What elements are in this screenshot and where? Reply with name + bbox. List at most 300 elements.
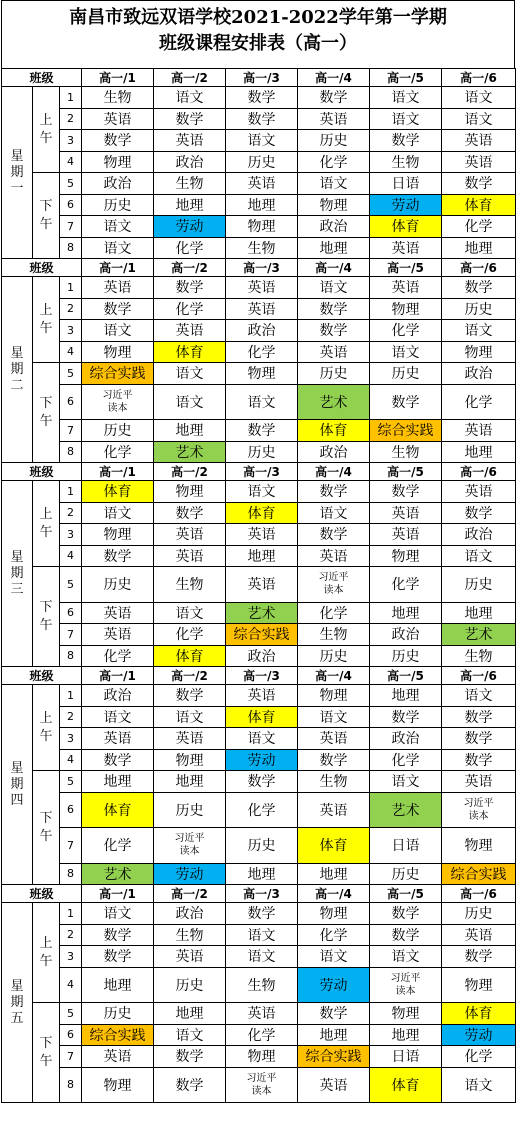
- period-number: 5: [60, 771, 82, 793]
- course-name: 劳动: [175, 866, 204, 883]
- course-cell: [226, 1046, 298, 1068]
- class-header: 高一/5: [370, 69, 442, 87]
- course-name: 语文: [103, 505, 132, 522]
- course-cell: [226, 967, 298, 1003]
- course-name: 数学: [175, 688, 204, 705]
- period-number: 2: [60, 298, 82, 320]
- course-name: 数学: [175, 1049, 204, 1066]
- course-cell: [298, 685, 370, 707]
- class-header-label: 班级: [2, 885, 82, 903]
- half-day-text: 上午: [39, 935, 53, 969]
- course-cell: [298, 441, 370, 463]
- course-name: 化学: [103, 648, 132, 665]
- course-name: 语文: [247, 133, 276, 150]
- course-name: 政治: [175, 154, 204, 171]
- afternoon-label: [33, 363, 60, 463]
- course-cell: [442, 173, 516, 195]
- course-name: 数学: [319, 1006, 348, 1023]
- period-row: [2, 1067, 516, 1103]
- course-cell: [154, 363, 226, 385]
- course-cell: [82, 341, 154, 363]
- course-cell: [82, 1003, 154, 1025]
- course-name: 英语: [175, 323, 204, 340]
- course-cell: [154, 277, 226, 299]
- course-cell: [82, 863, 154, 885]
- course-name: 语文: [391, 111, 420, 128]
- course-cell: [442, 863, 516, 885]
- period-number: 1: [60, 87, 82, 109]
- course-cell: [82, 602, 154, 624]
- course-name: 数学: [319, 90, 348, 107]
- course-cell: [226, 194, 298, 216]
- course-cell: [154, 237, 226, 259]
- course-name: 英语: [319, 111, 348, 128]
- course-name: 化学: [103, 838, 132, 855]
- course-name: 体育: [175, 648, 204, 665]
- class-header: 高一/6: [442, 463, 516, 481]
- course-name: 历史: [319, 133, 348, 150]
- course-cell: [370, 341, 442, 363]
- course-name: 英语: [247, 1006, 276, 1023]
- course-name: 数学: [175, 280, 204, 297]
- course-cell: [370, 946, 442, 968]
- course-cell: [82, 1046, 154, 1068]
- course-name: 体育: [391, 1077, 420, 1094]
- course-name: 物理: [391, 548, 420, 565]
- course-name: 物理: [319, 197, 348, 214]
- course-cell: [370, 320, 442, 342]
- course-cell: [442, 237, 516, 259]
- period-number: 1: [60, 277, 82, 299]
- course-cell: [154, 420, 226, 442]
- course-cell: [442, 1067, 516, 1103]
- course-name: 体育: [464, 1006, 493, 1023]
- school-title: 南昌市致远双语学校2021-2022学年第一学期: [69, 7, 447, 28]
- course-cell: [298, 420, 370, 442]
- afternoon-label: [33, 771, 60, 885]
- period-number: 5: [60, 363, 82, 385]
- course-cell: [154, 130, 226, 152]
- course-cell: [154, 706, 226, 728]
- course-cell: [370, 645, 442, 667]
- class-header-label: 班级: [2, 69, 82, 87]
- class-header: 高一/3: [226, 259, 298, 277]
- course-name: 英语: [391, 527, 420, 544]
- course-cell: [370, 624, 442, 646]
- course-cell: [442, 924, 516, 946]
- course-name: 历史: [247, 154, 276, 171]
- course-cell: [370, 237, 442, 259]
- period-row: [2, 87, 516, 109]
- course-name: 英语: [319, 548, 348, 565]
- course-name: 语文: [247, 484, 276, 501]
- period-number: 4: [60, 749, 82, 771]
- afternoon-label: [33, 173, 60, 259]
- header-row: [2, 259, 516, 277]
- course-name: 数学: [319, 301, 348, 318]
- course-name: 英语: [391, 240, 420, 257]
- period-row: [2, 277, 516, 299]
- period-row: [2, 828, 516, 864]
- class-header-label: 班级: [2, 463, 82, 481]
- course-name: 物理: [247, 219, 276, 236]
- course-cell: [154, 173, 226, 195]
- course-name: 日语: [391, 1049, 420, 1066]
- course-cell: [82, 567, 154, 603]
- period-row: [2, 863, 516, 885]
- course-name: 数学: [103, 548, 132, 565]
- course-name: 政治: [464, 366, 493, 383]
- period-row: [2, 624, 516, 646]
- course-name: 艺术: [103, 866, 132, 883]
- course-name: 英语: [391, 280, 420, 297]
- course-name: 数学: [464, 176, 493, 193]
- course-cell: [226, 277, 298, 299]
- course-name: 物理: [103, 154, 132, 171]
- period-number: 7: [60, 1046, 82, 1068]
- course-cell: [82, 1067, 154, 1103]
- course-cell: [370, 792, 442, 828]
- course-cell: [442, 277, 516, 299]
- course-cell: [226, 903, 298, 925]
- course-name: 体育: [247, 505, 276, 522]
- course-name: 习近平 读本: [174, 833, 205, 858]
- course-name: 英语: [175, 949, 204, 966]
- course-name: 英语: [175, 527, 204, 544]
- course-name: 化学: [175, 301, 204, 318]
- course-name: 政治: [391, 627, 420, 644]
- header-row: [2, 69, 516, 87]
- half-day-text: 下午: [39, 810, 53, 844]
- course-name: 数学: [464, 949, 493, 966]
- course-cell: [298, 216, 370, 238]
- course-cell: [298, 108, 370, 130]
- morning-label: [33, 481, 60, 567]
- day-label: [2, 903, 33, 1103]
- course-name: 数学: [103, 301, 132, 318]
- period-row: [2, 237, 516, 259]
- course-name: 语文: [103, 323, 132, 340]
- course-name: 英语: [319, 802, 348, 819]
- course-name: 英语: [464, 774, 493, 791]
- course-name: 数学: [391, 906, 420, 923]
- course-cell: [442, 1024, 516, 1046]
- schedule-table: [1, 68, 516, 1103]
- course-cell: [370, 173, 442, 195]
- course-name: 数学: [464, 731, 493, 748]
- course-name: 语文: [247, 927, 276, 944]
- course-cell: [442, 194, 516, 216]
- course-cell: [370, 130, 442, 152]
- period-row: [2, 420, 516, 442]
- morning-label: [33, 277, 60, 363]
- course-cell: [298, 298, 370, 320]
- period-row: [2, 130, 516, 152]
- course-name: 历史: [103, 423, 132, 440]
- course-name: 英语: [464, 484, 493, 501]
- course-cell: [370, 194, 442, 216]
- course-cell: [154, 341, 226, 363]
- class-header: 高一/4: [298, 463, 370, 481]
- course-cell: [370, 298, 442, 320]
- course-name: 数学: [464, 280, 493, 297]
- course-cell: [154, 108, 226, 130]
- course-name: 语文: [175, 709, 204, 726]
- course-name: 地理: [247, 548, 276, 565]
- class-header: 高一/1: [82, 667, 154, 685]
- course-cell: [298, 924, 370, 946]
- period-number: 1: [60, 481, 82, 503]
- course-name: 语文: [391, 344, 420, 361]
- course-cell: [370, 828, 442, 864]
- course-name: 政治: [103, 176, 132, 193]
- course-name: 语文: [319, 176, 348, 193]
- course-name: 体育: [175, 344, 204, 361]
- course-name: 生物: [175, 577, 204, 594]
- course-name: 英语: [175, 133, 204, 150]
- course-name: 语文: [103, 709, 132, 726]
- course-name: 英语: [247, 301, 276, 318]
- course-name: 体育: [391, 219, 420, 236]
- half-day-text: 下午: [39, 395, 53, 429]
- course-name: 历史: [247, 838, 276, 855]
- course-cell: [154, 924, 226, 946]
- course-name: 数学: [464, 709, 493, 726]
- course-cell: [82, 728, 154, 750]
- course-name: 数学: [247, 774, 276, 791]
- period-number: 8: [60, 237, 82, 259]
- course-name: 化学: [247, 344, 276, 361]
- course-cell: [154, 151, 226, 173]
- course-cell: [370, 216, 442, 238]
- period-row: [2, 567, 516, 603]
- header-row: [2, 885, 516, 903]
- course-name: 生物: [247, 240, 276, 257]
- course-name: 日语: [391, 176, 420, 193]
- course-name: 语文: [391, 774, 420, 791]
- course-cell: [298, 151, 370, 173]
- course-cell: [298, 545, 370, 567]
- period-number: 8: [60, 441, 82, 463]
- course-cell: [226, 863, 298, 885]
- course-name: 生物: [319, 774, 348, 791]
- course-cell: [226, 1003, 298, 1025]
- course-name: 历史: [391, 366, 420, 383]
- course-name: 英语: [247, 176, 276, 193]
- course-name: 语文: [319, 280, 348, 297]
- course-name: 语文: [319, 949, 348, 966]
- class-header: 高一/1: [82, 885, 154, 903]
- course-name: 化学: [319, 154, 348, 171]
- course-cell: [370, 1067, 442, 1103]
- course-cell: [154, 624, 226, 646]
- course-name: 英语: [103, 605, 132, 622]
- course-name: 艺术: [464, 627, 493, 644]
- course-name: 语文: [319, 709, 348, 726]
- course-cell: [442, 216, 516, 238]
- course-name: 地理: [319, 240, 348, 257]
- course-name: 历史: [103, 577, 132, 594]
- course-name: 地理: [391, 688, 420, 705]
- course-cell: [154, 502, 226, 524]
- class-header: 高一/1: [82, 259, 154, 277]
- course-cell: [226, 602, 298, 624]
- course-cell: [226, 524, 298, 546]
- course-name: 历史: [464, 906, 493, 923]
- class-header: 高一/1: [82, 463, 154, 481]
- course-cell: [82, 320, 154, 342]
- period-row: [2, 502, 516, 524]
- course-name: 语文: [464, 323, 493, 340]
- course-name: 英语: [175, 731, 204, 748]
- course-name: 艺术: [319, 394, 348, 411]
- afternoon-label: [33, 567, 60, 667]
- course-cell: [226, 320, 298, 342]
- course-name: 物理: [247, 366, 276, 383]
- course-cell: [370, 749, 442, 771]
- class-header: 高一/2: [154, 667, 226, 685]
- course-cell: [370, 441, 442, 463]
- course-name: 物理: [175, 484, 204, 501]
- course-name: 综合实践: [450, 866, 507, 883]
- course-cell: [442, 792, 516, 828]
- course-cell: [226, 481, 298, 503]
- course-cell: [154, 863, 226, 885]
- header-row: [2, 667, 516, 685]
- course-cell: [298, 1046, 370, 1068]
- course-name: 英语: [175, 548, 204, 565]
- course-cell: [442, 1003, 516, 1025]
- course-cell: [226, 828, 298, 864]
- course-name: 历史: [319, 648, 348, 665]
- course-name: 地理: [247, 197, 276, 214]
- course-name: 化学: [247, 1027, 276, 1044]
- day-name: 星期一: [10, 148, 24, 196]
- morning-label: [33, 87, 60, 173]
- course-cell: [226, 792, 298, 828]
- course-name: 语文: [175, 366, 204, 383]
- course-cell: [226, 87, 298, 109]
- course-cell: [442, 728, 516, 750]
- course-name: 英语: [247, 280, 276, 297]
- course-cell: [370, 602, 442, 624]
- course-cell: [154, 320, 226, 342]
- course-name: 体育: [103, 484, 132, 501]
- course-cell: [442, 87, 516, 109]
- course-cell: [442, 298, 516, 320]
- course-name: 生物: [247, 977, 276, 994]
- class-header: 高一/2: [154, 259, 226, 277]
- course-name: 政治: [391, 731, 420, 748]
- course-cell: [154, 1024, 226, 1046]
- course-cell: [298, 194, 370, 216]
- course-cell: [298, 567, 370, 603]
- course-cell: [82, 363, 154, 385]
- course-name: 综合实践: [377, 423, 434, 440]
- course-name: 化学: [247, 802, 276, 819]
- course-cell: [298, 828, 370, 864]
- course-name: 地理: [464, 240, 493, 257]
- class-header: 高一/4: [298, 69, 370, 87]
- course-cell: [442, 903, 516, 925]
- course-name: 生物: [464, 648, 493, 665]
- period-number: 6: [60, 792, 82, 828]
- course-cell: [370, 903, 442, 925]
- course-name: 化学: [391, 577, 420, 594]
- period-row: [2, 298, 516, 320]
- course-cell: [82, 237, 154, 259]
- course-cell: [226, 706, 298, 728]
- class-header: 高一/2: [154, 885, 226, 903]
- day-name: 星期二: [10, 345, 24, 393]
- course-cell: [298, 771, 370, 793]
- class-header: 高一/1: [82, 69, 154, 87]
- half-day-text: 下午: [39, 198, 53, 232]
- course-name: 历史: [247, 444, 276, 461]
- course-cell: [226, 685, 298, 707]
- period-row: [2, 341, 516, 363]
- course-name: 历史: [391, 866, 420, 883]
- course-cell: [298, 728, 370, 750]
- course-cell: [442, 320, 516, 342]
- course-name: 地理: [464, 444, 493, 461]
- period-row: [2, 706, 516, 728]
- course-name: 语文: [175, 605, 204, 622]
- course-name: 政治: [319, 444, 348, 461]
- course-cell: [226, 151, 298, 173]
- period-number: 3: [60, 524, 82, 546]
- course-name: 生物: [391, 444, 420, 461]
- course-cell: [370, 151, 442, 173]
- course-cell: [82, 624, 154, 646]
- period-row: [2, 320, 516, 342]
- course-name: 数学: [247, 423, 276, 440]
- class-header: 高一/4: [298, 259, 370, 277]
- morning-label: [33, 903, 60, 1003]
- course-cell: [82, 771, 154, 793]
- course-name: 习近平 读本: [463, 797, 494, 822]
- period-row: [2, 384, 516, 420]
- course-cell: [82, 216, 154, 238]
- course-name: 地理: [464, 605, 493, 622]
- course-name: 习近平 读本: [102, 389, 133, 414]
- course-cell: [82, 685, 154, 707]
- course-cell: [442, 384, 516, 420]
- course-name: 化学: [319, 927, 348, 944]
- period-row: [2, 771, 516, 793]
- course-cell: [298, 320, 370, 342]
- course-name: 数学: [247, 906, 276, 923]
- period-row: [2, 441, 516, 463]
- period-number: 5: [60, 1003, 82, 1025]
- course-cell: [226, 567, 298, 603]
- course-cell: [154, 194, 226, 216]
- course-name: 地理: [247, 866, 276, 883]
- morning-label: [33, 685, 60, 771]
- course-cell: [226, 1024, 298, 1046]
- course-name: 化学: [464, 394, 493, 411]
- period-row: [2, 1003, 516, 1025]
- course-name: 英语: [319, 1077, 348, 1094]
- course-cell: [82, 967, 154, 1003]
- course-name: 英语: [103, 280, 132, 297]
- course-cell: [442, 545, 516, 567]
- course-cell: [226, 173, 298, 195]
- period-row: [2, 924, 516, 946]
- course-cell: [298, 749, 370, 771]
- afternoon-label: [33, 1003, 60, 1103]
- course-name: 数学: [391, 927, 420, 944]
